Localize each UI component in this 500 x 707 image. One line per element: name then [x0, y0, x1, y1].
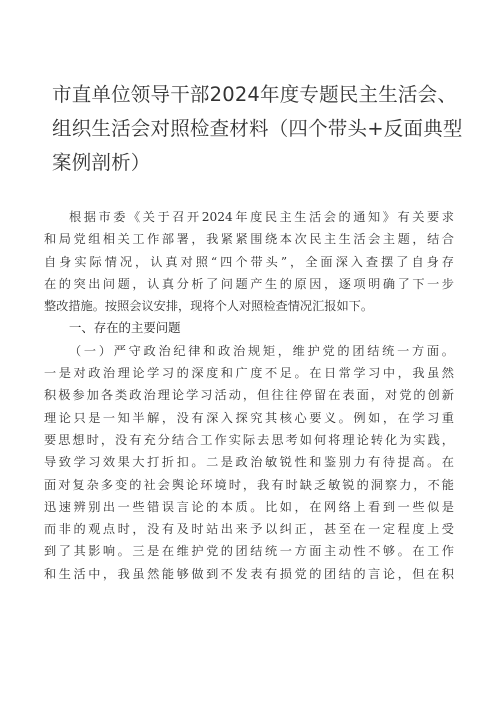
paragraph-line: 理论只是一知半解，没有深入探究其核心要义。例如，在学习重	[44, 410, 454, 425]
paragraph-line: 在的突出问题，认真分析了问题产生的原因，逐项明确了下一步	[44, 276, 454, 291]
paragraph-line: 根据市委《关于召开2024年度民主生活会的通知》有关要求	[69, 210, 454, 224]
paragraph-line: 整改措施。按照会议安排，现将个人对照检查情况汇报如下。	[44, 299, 374, 314]
title-line: 案例剖析）	[52, 151, 151, 174]
section-paragraph	[44, 340, 454, 585]
document-body	[44, 206, 454, 585]
paragraph-line: 一是对政治理论学习的深度和广度不足。在日常学习中，我虽然	[44, 366, 454, 381]
title-line: 市直单位领导干部2024年度专题民主生活会、	[52, 83, 458, 106]
paragraph-line: 要思想时，没有充分结合工作实际去思考如何将理论转化为实践，	[44, 432, 454, 447]
document-title	[52, 78, 463, 180]
paragraph-line: 积极参加各类政治理论学习活动，但往往停留在表面，对党的创新	[44, 388, 454, 403]
paragraph-line: 到了其影响。三是在维护党的团结统一方面主动性不够。在工作	[44, 544, 454, 559]
paragraph-line: 面对复杂多变的社会舆论环境时，我有时缺乏敏锐的洞察力，不能	[44, 477, 454, 492]
paragraph-line: 迅速辨别出一些错误言论的本质。比如，在网络上看到一些似是	[44, 499, 454, 514]
paragraph-line: 和生活中，我虽然能够做到不发表有损党的团结的言论，但在积	[44, 566, 454, 581]
title-line: 组织生活会对照检查材料（四个带头+反面典型	[52, 117, 463, 140]
paragraph-line: （一）严守政治纪律和政治规矩，维护党的团结统一方面。	[69, 343, 454, 358]
paragraph-line: 而非的观点时，没有及时站出来予以纠正，甚至在一定程度上受	[44, 522, 454, 537]
paragraph-line: 导致学习效果大打折扣。二是政治敏锐性和鉴别力有待提高。在	[44, 455, 454, 470]
section-heading: 一、存在的主要问题	[69, 320, 181, 336]
paragraph-line: 和局党组相关工作部署，我紧紧围绕本次民主生活会主题，结合	[44, 232, 454, 247]
intro-paragraph	[44, 206, 454, 317]
paragraph-line: 自身实际情况，认真对照“四个带头”，全面深入查摆了自身存	[44, 254, 454, 269]
